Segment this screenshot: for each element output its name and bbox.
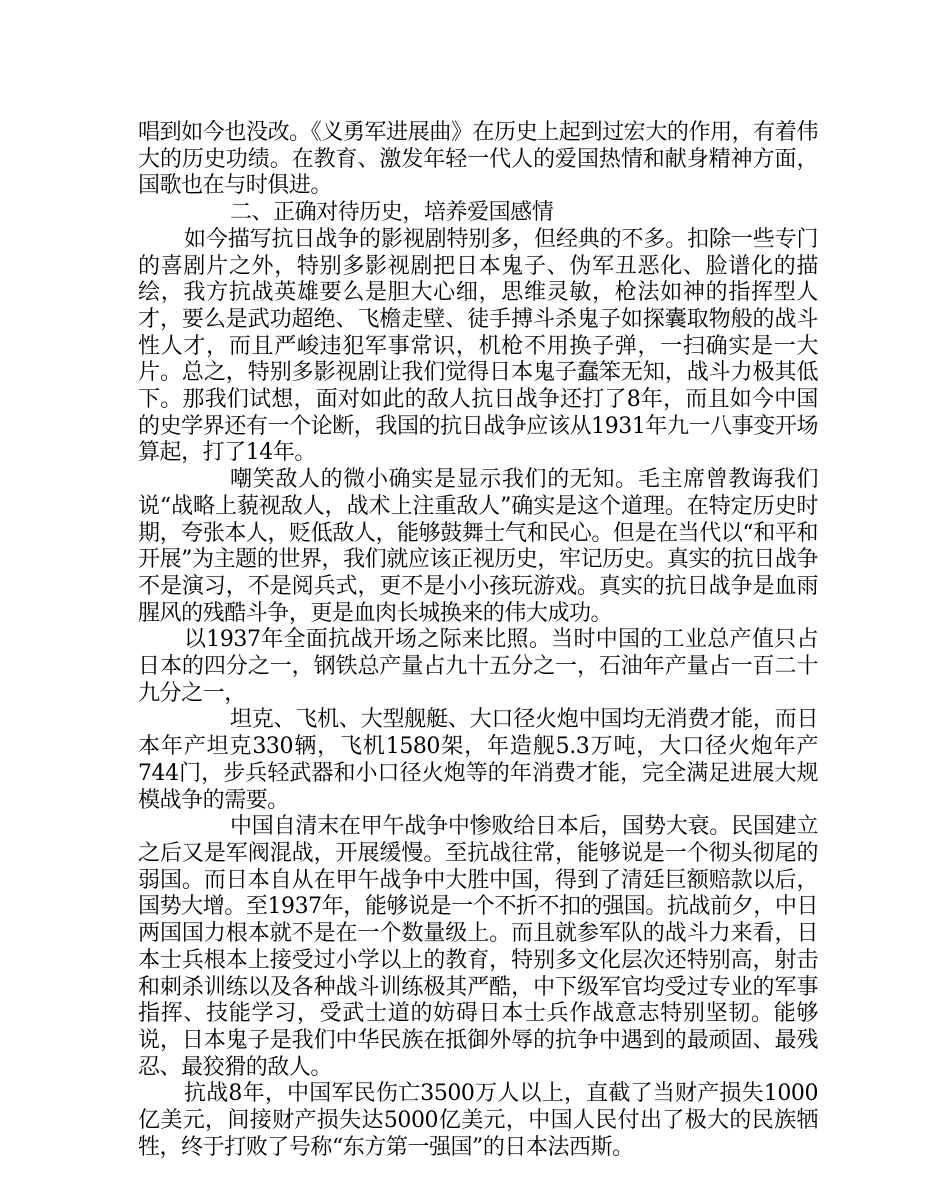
section-heading: 二、正确对待历史，培养爱国感情: [230, 200, 554, 226]
paragraph-war-losses: 抗战8年，中国军民伤亡3500万人以上，直截了当财产损失1000亿美元，间接财产损失达5000亿美元，中国人民付出了极大的民族牺牲，终于打败了号称“东方第一强国”的日本法西斯。: [138, 1081, 818, 1160]
document-page: [138, 120, 818, 1161]
paragraph-anthem-continued: 唱到如今也没改。《义勇军进展曲》在历史上起到过宏大的作用，有着伟大的历史功绩。在教育、激发年轻一代人的爱国热情和献身精神方面，国歌也在与时俱进。: [138, 120, 818, 199]
paragraph-weapons: 坦克、飞机、大型舰艇、大口径火炮中国均无消费才能，而日本年产坦克330辆，飞机1580架，年造舰5.3万吨，大口径火炮年产744门，步兵轻武器和小口径火炮等的年消费才能，完全满足进展大规模战争的需要。: [138, 707, 818, 813]
paragraph-mocking-enemy: 嘲笑敌人的微小确实是显示我们的无知。毛主席曾教诲我们说“战略上藐视敌人，战术上注重敌人”确实是这个道理。在特定历史时期，夸张本人，贬低敌人，能够鼓舞士气和民心。但是在当代以“和平和开展”为主题的世界，我们就应该正视历史，牢记历史。真实的抗日战争不是演习，不是阅兵式，更不是小小孩玩游戏。真实的抗日战争是血雨腥风的残酷斗争，更是血肉长城换来的伟大成功。: [138, 467, 818, 626]
paragraph-1937-comparison: 以1937年全面抗战开场之际来比照。当时中国的工业总产值只占日本的四分之一，钢铁总产量占九十五分之一，石油年产量占一百二十九分之一，: [138, 627, 818, 706]
paragraph-national-strength: 中国自清末在甲午战争中惨败给日本后，国势大衰。民国建立之后又是军阀混战，开展缓慢。至抗战往常，能够说是一个彻头彻尾的弱国。而日本自从在甲午战争中大胜中国，得到了清廷巨额赔款以后，国势大增。至1937年，能够说是一个不折不扣的强国。抗战前夕，中日两国国力根本就不是在一个数量级上。而且就参军队的战斗力来看，日本士兵根本上接受过小学以上的教育，特别多文化层次还特别高，射击和刺杀训练以及各种战斗训练极其严酷，中下级军官均受过专业的军事指挥、技能学习，受武士道的妨碍日本士兵作战意志特别坚韧。能够说，日本鬼子是我们中华民族在抵御外辱的抗争中遇到的最顽固、最残忍、最狡猾的敌人。: [138, 814, 818, 1080]
paragraph-films: 如今描写抗日战争的影视剧特别多，但经典的不多。扣除一些专门的喜剧片之外，特别多影视剧把日本鬼子、伪军丑恶化、脸谱化的描绘，我方抗战英雄要么是胆大心细，思维灵敏，枪法如神的指挥型人才，要么是武功超绝、飞檐走壁、徒手搏斗杀鬼子如探囊取物般的战斗性人才，而且严峻违犯军事常识，机枪不用换子弹，一扫确实是一大片。总之，特别多影视剧让我们觉得日本鬼子蠢笨无知，战斗力极其低下。那我们试想，面对如此的敌人抗日战争还打了8年，而且如今中国的史学界还有一个论断，我国的抗日战争应该从1931年九一八事变开场算起，打了14年。: [138, 226, 818, 466]
